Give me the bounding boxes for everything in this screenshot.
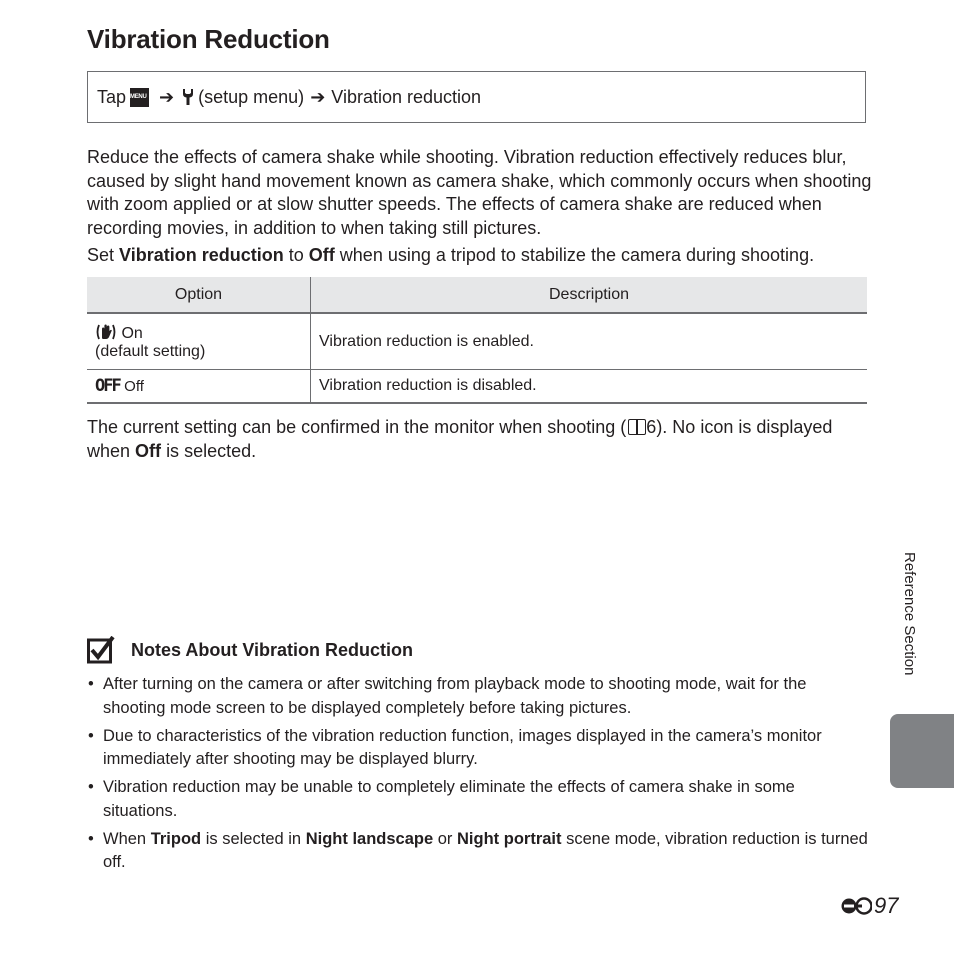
confirm-paragraph (87, 416, 872, 463)
check-icon (87, 636, 115, 664)
list-item: • After turning on the camera or after switching from playback mode to shooting mode, wait for the shooting mode screen to be displayed completely before taking pictures. (87, 673, 872, 720)
text-segment: scene mode, vibration reduction is turned off. (103, 829, 868, 871)
option-label: On (121, 324, 143, 342)
text-segment: or (437, 829, 453, 848)
text-segment: When (103, 829, 147, 848)
menu-button-icon: MENU (130, 88, 149, 107)
list-item (87, 828, 872, 875)
setup-menu-label: (setup menu) (198, 86, 305, 107)
wrench-icon (182, 88, 194, 106)
page-number-text: 97 (874, 893, 899, 918)
arrow-right-icon: ➔ (159, 86, 175, 107)
table-row (87, 313, 867, 370)
option-cell (87, 370, 311, 404)
bold-term: Night portrait (457, 829, 562, 848)
text-segment: is selected in (205, 829, 302, 848)
notes-heading (87, 636, 413, 664)
bold-term: Vibration reduction (119, 245, 284, 265)
list-item: • Due to characteristics of the vibration reduction function, images displayed in the camera’s monitor immediately after shooting may be displayed blurry. (87, 725, 872, 772)
table-header-option: Option (87, 277, 311, 313)
description-cell: Vibration reduction is disabled. (311, 370, 868, 404)
menu-target-label: Vibration reduction (331, 86, 482, 107)
text-segment: when using a tripod to stabilize the camera during shooting. (339, 245, 815, 265)
page-number (840, 893, 898, 919)
bold-term: Off (135, 440, 162, 461)
menu-path-box (87, 71, 866, 123)
text-segment: is selected. (166, 440, 257, 461)
tripod-instruction (87, 244, 872, 268)
page-title: Vibration Reduction (87, 24, 330, 54)
tap-label: Tap (97, 86, 127, 107)
option-sub-label: (default setting) (95, 342, 206, 360)
bold-term: Night landscape (305, 829, 434, 848)
book-reference-icon (628, 419, 646, 435)
text-segment: to (288, 245, 304, 265)
arrow-right-icon: ➔ (310, 86, 326, 107)
text-segment: The current setting can be confirmed in the monitor when shooting ( (87, 417, 627, 437)
section-side-label: Reference Section (901, 552, 918, 676)
description-cell: Vibration reduction is enabled. (311, 313, 868, 370)
text-segment: Set (87, 245, 115, 265)
vr-off-icon: OFF (95, 376, 120, 396)
intro-paragraph: Reduce the effects of camera shake while shooting. Vibration reduction effectively reduces blur, caused by slight hand movement known as camera shake, which commonly occurs when shooting with zoom applied or at slow shutter speeds. The effects of camera shake are reduced when recording movies, in addition to when taking still pictures. (87, 147, 872, 238)
section-tab (890, 714, 954, 788)
vr-hand-icon (95, 325, 121, 342)
option-label: Off (124, 378, 144, 395)
options-table (87, 277, 867, 404)
notes-list (87, 673, 872, 879)
reference-e-icon (840, 895, 872, 917)
table-row (87, 370, 867, 404)
table-header-description: Description (311, 277, 868, 313)
page-reference: 6 (646, 417, 657, 437)
text-segment: ). No icon is displayed when (87, 417, 833, 461)
bold-term: Off (308, 245, 335, 265)
list-item: • Vibration reduction may be unable to completely eliminate the effects of camera shake in some situations. (87, 776, 872, 823)
option-cell (87, 313, 311, 370)
notes-title: Notes About Vibration Reduction (131, 639, 413, 660)
bold-term: Tripod (150, 829, 202, 848)
